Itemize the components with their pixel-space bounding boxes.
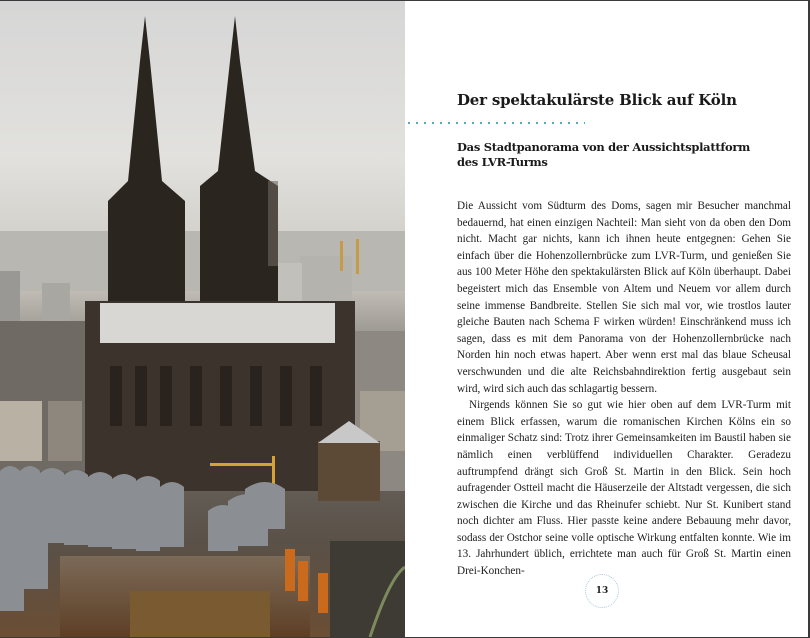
article-body xyxy=(457,198,791,580)
cathedral-photo xyxy=(0,1,405,637)
cologne-cathedral-image xyxy=(0,1,405,637)
chapter-subtitle: Das Stadtpanorama von der Aussichtsplattform des LVR-Turms xyxy=(457,140,750,169)
book-spread xyxy=(0,1,808,637)
dotted-divider xyxy=(405,121,585,125)
paragraph-1: Die Aussicht vom Südturm des Doms, sagen mir Besucher manchmal bedauernd, hat einen einzigen Nachteil: Man sieht von da oben den Dom nicht. Macht gar nichts, kann ich ihnen heute entgegnen: Gehen Sie einfach über die Hohenzollernbrücke zum LVR-Turm, und genießen Sie aus 100 Meter Höhe den spektakulärsten Blick auf Köln überhaupt. Dabei begeistert mich das Ensemble von Altem und Neuem vor allem durch seine immense Bandbreite. Stellen Sie sich mal vor, wie trostlos lauter gleiche Bauten nach Schema F wirken würden! Einschränkend muss ich sagen, dass es mit dem Panorama von der Hohenzollernbrücke nach Norden hin noch etwas hapert. Aber wenn erst mal das blaue Scheusal verschwunden und die alte Reichsbahndirektion fertig ausgebaut sein wird, wird sich auch das schlagartig bessern. xyxy=(457,200,791,395)
chapter-title: Der spektakulärste Blick auf Köln xyxy=(457,91,737,109)
text-page xyxy=(405,1,808,637)
paragraph-2: Nirgends können Sie so gut wie hier oben auf dem LVR-Turm mit einem Blick erfassen, warum die romanischen Kirchen Kölns ein so einmaliger Schatz sind: Trotz ihrer Gemeinsamkeiten im Baustil haben sie nämlich einen verblüffend individuellen Charakter. Geradezu auftrumpfend drängt sich Groß St. Martin in den Blick. Sein hoch aufragender Ostteil macht die Häuserzeile der Altstadt vergessen, die sich zwischen die Kirche und das Rheinufer schiebt. Nur St. Kunibert stand noch dichter am Fluss. Hier passte keine andere Bebauung mehr davor, sodass der Ostchor seine volle optische Wirkung entfalten konnte. Wie im 13. Jahrhundert üblich, errichtete man auch für Groß St. Martin einen Drei-Konchen- xyxy=(457,399,791,578)
page-number: 13 xyxy=(585,574,619,608)
